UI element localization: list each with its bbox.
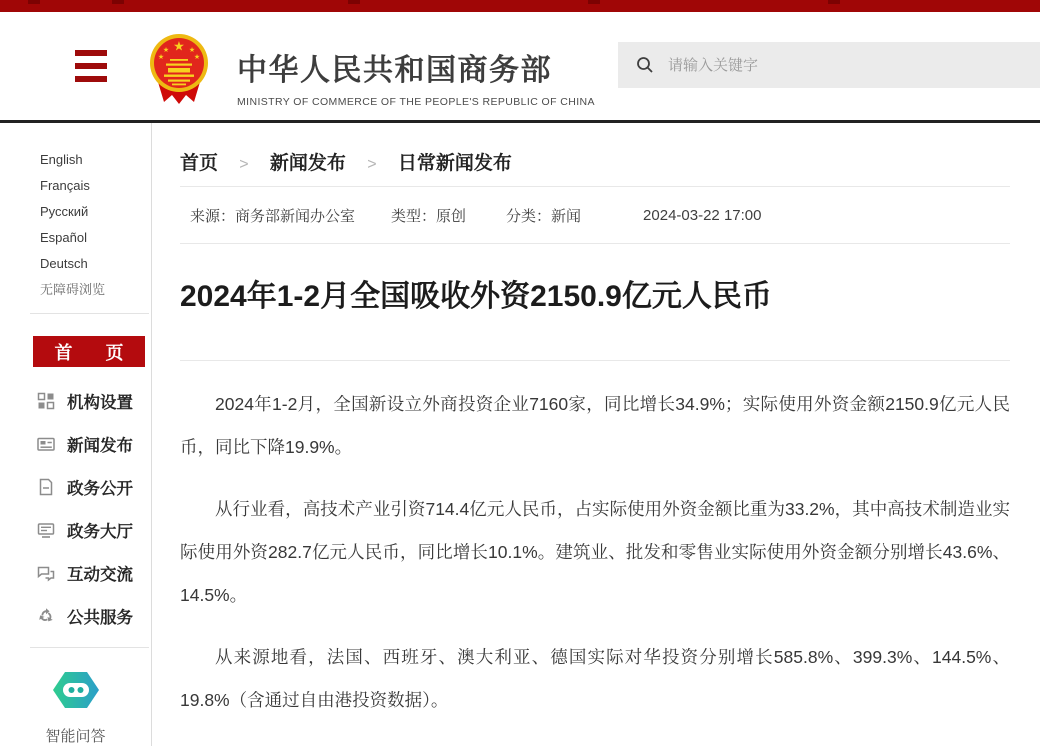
site-header	[0, 12, 1040, 123]
sidebar-home-button[interactable]: 首 页	[33, 336, 145, 367]
top-bar-tick	[588, 0, 600, 4]
sidebar-item-label: 公共服务	[67, 608, 133, 627]
meta-type: 类型：原创	[391, 207, 467, 225]
article-title: 2024年1-2月全国吸收外资2150.9亿元人民币	[180, 280, 772, 313]
svg-text:★: ★	[188, 47, 196, 54]
menu-hamburger-icon[interactable]	[75, 50, 107, 82]
newspaper-icon	[37, 435, 55, 453]
sidebar-item-label: 新闻发布	[67, 436, 133, 455]
svg-text:★: ★	[162, 47, 170, 54]
document-icon	[37, 478, 55, 496]
robot-chat-icon	[53, 672, 99, 708]
svg-text:★: ★	[157, 54, 165, 61]
search-icon	[636, 56, 654, 74]
search-bar[interactable]	[618, 42, 1040, 88]
article-meta	[180, 187, 1010, 244]
language-switcher	[0, 123, 151, 303]
article-paragraph: 2024年1-2月，全国新设立外商投资企业7160家，同比增长34.9%；实际使用外资金额2150.9亿元人民币，同比下降19.9%。	[180, 394, 1010, 457]
service-arrows-icon	[37, 607, 55, 625]
lang-francais[interactable]: Français	[40, 178, 90, 193]
smart-qa-widget[interactable]	[0, 648, 151, 746]
meta-datetime: 2024-03-22 17:00	[643, 206, 762, 224]
sidebar-item-service-hall[interactable]	[0, 508, 151, 551]
meta-source: 来源：商务部新闻办公室	[190, 207, 356, 225]
breadcrumb	[180, 123, 1010, 187]
sidebar-item-news[interactable]	[0, 422, 151, 465]
chat-icon	[37, 564, 55, 582]
sidebar-item-label: 互动交流	[67, 565, 133, 584]
sidebar-divider	[30, 313, 149, 314]
sidebar-item-label: 政务公开	[67, 479, 133, 498]
breadcrumb-separator-icon: >	[239, 156, 249, 173]
top-red-bar	[0, 0, 1040, 12]
svg-text:★: ★	[193, 54, 201, 61]
accessibility-link[interactable]: 无障碍浏览	[40, 282, 106, 297]
smart-qa-label: 智能问答	[45, 728, 106, 745]
sidebar-nav	[0, 379, 151, 637]
national-emblem-logo	[149, 32, 209, 111]
lang-english[interactable]: English	[40, 152, 83, 167]
lang-russian[interactable]: Русский	[40, 204, 89, 219]
site-title: 中华人民共和国商务部	[237, 54, 552, 87]
article-title-block	[180, 244, 1010, 361]
main-content	[152, 123, 1040, 746]
sidebar-item-label: 机构设置	[67, 393, 133, 412]
article-paragraph: 从行业看，高技术产业引资714.4亿元人民币，占实际使用外资金额比重为33.2%，其中高技术制造业实际使用外资282.7亿元人民币，同比增长10.1%。建筑业、批发和零售业实际使用外资金额分别增长43.6%、14.5%。	[180, 499, 1010, 605]
meta-category: 分类：新闻	[506, 207, 582, 225]
top-bar-tick	[348, 0, 360, 4]
svg-text:★: ★	[173, 38, 185, 54]
breadcrumb-news[interactable]: 新闻发布	[269, 153, 346, 174]
lang-deutsch[interactable]: Deutsch	[40, 256, 88, 271]
site-brand	[237, 45, 595, 108]
org-grid-icon	[37, 392, 55, 410]
article-body	[180, 361, 1010, 722]
top-bar-tick	[28, 0, 40, 4]
top-bar-tick	[112, 0, 124, 4]
sidebar-item-label: 政务大厅	[67, 522, 133, 541]
monitor-icon	[37, 521, 55, 539]
sidebar-item-public-service[interactable]	[0, 594, 151, 637]
lang-espanol[interactable]: Español	[40, 230, 87, 245]
breadcrumb-separator-icon: >	[367, 156, 377, 173]
sidebar-item-interaction[interactable]	[0, 551, 151, 594]
breadcrumb-home[interactable]: 首页	[180, 153, 219, 174]
top-bar-tick	[828, 0, 840, 4]
sidebar-item-gov-info[interactable]	[0, 465, 151, 508]
sidebar-item-org[interactable]	[0, 379, 151, 422]
search-input[interactable]	[668, 57, 968, 74]
breadcrumb-daily-news[interactable]: 日常新闻发布	[397, 153, 512, 174]
sidebar	[0, 123, 152, 746]
site-subtitle: MINISTRY OF COMMERCE OF THE PEOPLE'S REPUBLIC OF CHINA	[237, 96, 595, 108]
article-paragraph: 从来源地看，法国、西班牙、澳大利亚、德国实际对华投资分别增长585.8%、399.3%、144.5%、19.8%（含通过自由港投资数据）。	[180, 647, 1010, 710]
